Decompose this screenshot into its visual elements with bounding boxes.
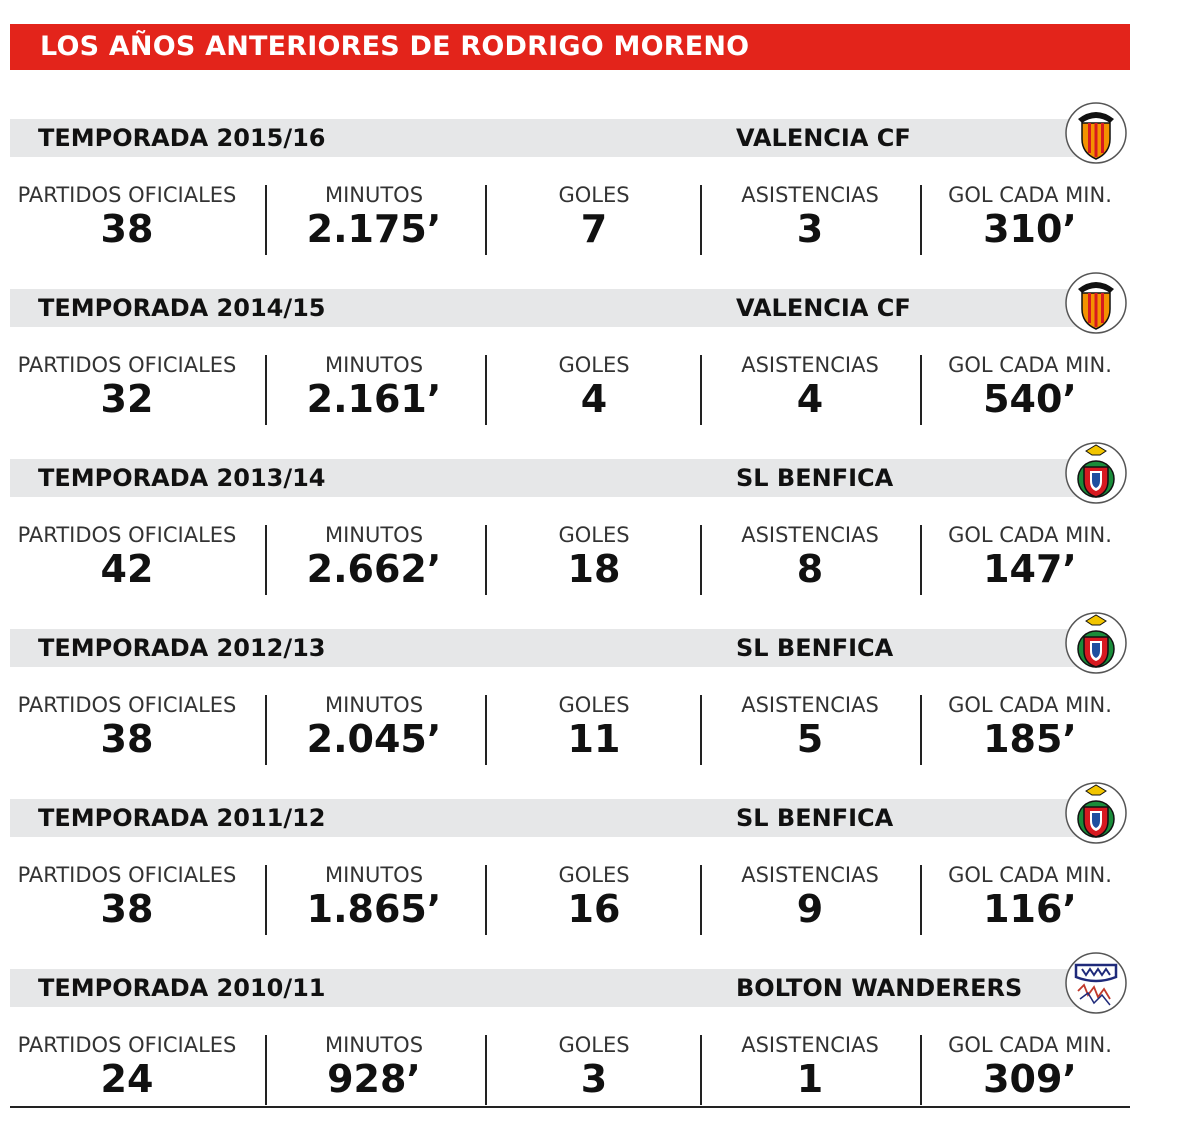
stat-value: 185’	[983, 717, 1077, 761]
stat-gol-cada-min	[900, 1033, 1160, 1101]
column-divider	[700, 695, 702, 765]
stat-value: 310’	[983, 207, 1077, 251]
stat-label: GOL CADA MIN.	[948, 353, 1112, 377]
stat-partidos	[0, 523, 257, 591]
stat-gol-cada-min	[900, 523, 1160, 591]
stat-label: GOLES	[558, 353, 630, 377]
benfica-crest-icon	[1064, 781, 1128, 845]
season-header	[10, 969, 1095, 1007]
column-divider	[920, 525, 922, 595]
stat-label: PARTIDOS OFICIALES	[17, 1033, 237, 1057]
banner-title: LOS AÑOS ANTERIORES DE RODRIGO MORENO	[40, 31, 750, 62]
stat-label: PARTIDOS OFICIALES	[17, 693, 237, 717]
season-header	[10, 289, 1095, 327]
stat-value: 928’	[327, 1057, 421, 1101]
stat-value: 2.045’	[306, 717, 442, 761]
stat-label: ASISTENCIAS	[741, 353, 879, 377]
stat-value: 38	[100, 887, 154, 931]
season-block	[10, 969, 1130, 1139]
stat-label: ASISTENCIAS	[741, 183, 879, 207]
stat-label: GOLES	[558, 863, 630, 887]
stat-label: PARTIDOS OFICIALES	[17, 863, 237, 887]
stat-value: 42	[100, 547, 154, 591]
stat-label: MINUTOS	[324, 863, 424, 887]
stat-value: 4	[580, 377, 608, 421]
column-divider	[265, 355, 267, 425]
column-divider	[920, 355, 922, 425]
season-title: TEMPORADA 2013/14	[38, 464, 326, 492]
team-name: SL BENFICA	[736, 634, 894, 662]
stat-label: PARTIDOS OFICIALES	[17, 523, 237, 547]
column-divider	[265, 185, 267, 255]
stat-label: MINUTOS	[324, 353, 424, 377]
bottom-rule	[10, 1106, 1130, 1108]
column-divider	[700, 525, 702, 595]
stat-value: 2.662’	[306, 547, 442, 591]
season-block	[10, 629, 1130, 799]
benfica-crest-icon	[1064, 611, 1128, 675]
stat-value: 147’	[983, 547, 1077, 591]
title-banner	[10, 24, 1130, 70]
valencia-crest-icon	[1064, 101, 1128, 165]
stat-partidos	[0, 353, 257, 421]
stat-label: ASISTENCIAS	[741, 523, 879, 547]
stat-partidos	[0, 693, 257, 761]
season-header	[10, 459, 1095, 497]
stat-label: MINUTOS	[324, 693, 424, 717]
stat-label: GOL CADA MIN.	[948, 523, 1112, 547]
stat-label: ASISTENCIAS	[741, 1033, 879, 1057]
stat-label: GOL CADA MIN.	[948, 863, 1112, 887]
stat-gol-cada-min	[900, 693, 1160, 761]
column-divider	[485, 1035, 487, 1105]
column-divider	[265, 865, 267, 935]
stat-value: 5	[796, 717, 824, 761]
stat-label: GOLES	[558, 183, 630, 207]
stat-value: 38	[100, 717, 154, 761]
season-title: TEMPORADA 2015/16	[38, 124, 326, 152]
stat-value: 3	[580, 1057, 608, 1101]
team-name: SL BENFICA	[736, 464, 894, 492]
stat-value: 38	[100, 207, 154, 251]
stat-value: 18	[567, 547, 621, 591]
column-divider	[700, 355, 702, 425]
stat-value: 540’	[983, 377, 1077, 421]
stat-value: 1.865’	[306, 887, 442, 931]
column-divider	[700, 185, 702, 255]
bolton-crest-icon	[1064, 951, 1128, 1015]
stat-value: 3	[796, 207, 824, 251]
stat-value: 11	[567, 717, 621, 761]
column-divider	[485, 865, 487, 935]
stat-value: 8	[796, 547, 824, 591]
stat-gol-cada-min	[900, 353, 1160, 421]
season-header	[10, 119, 1095, 157]
stat-label: ASISTENCIAS	[741, 863, 879, 887]
column-divider	[485, 355, 487, 425]
season-title: TEMPORADA 2014/15	[38, 294, 326, 322]
season-block	[10, 459, 1130, 629]
stat-value: 4	[796, 377, 824, 421]
stat-label: ASISTENCIAS	[741, 693, 879, 717]
stat-value: 2.175’	[306, 207, 442, 251]
column-divider	[920, 1035, 922, 1105]
stat-gol-cada-min	[900, 863, 1160, 931]
season-title: TEMPORADA 2011/12	[38, 804, 326, 832]
season-block	[10, 119, 1130, 289]
stat-label: MINUTOS	[324, 523, 424, 547]
stat-gol-cada-min	[900, 183, 1160, 251]
stat-value: 16	[567, 887, 621, 931]
stat-label: GOL CADA MIN.	[948, 693, 1112, 717]
column-divider	[265, 695, 267, 765]
column-divider	[265, 1035, 267, 1105]
season-title: TEMPORADA 2012/13	[38, 634, 326, 662]
stat-label: MINUTOS	[324, 183, 424, 207]
stat-label: PARTIDOS OFICIALES	[17, 353, 237, 377]
stat-partidos	[0, 183, 257, 251]
stat-label: PARTIDOS OFICIALES	[17, 183, 237, 207]
column-divider	[485, 185, 487, 255]
column-divider	[700, 865, 702, 935]
stat-label: GOL CADA MIN.	[948, 1033, 1112, 1057]
stat-partidos	[0, 1033, 257, 1101]
stat-value: 1	[796, 1057, 824, 1101]
column-divider	[485, 525, 487, 595]
stat-label: GOLES	[558, 1033, 630, 1057]
column-divider	[485, 695, 487, 765]
column-divider	[920, 695, 922, 765]
stat-value: 7	[580, 207, 608, 251]
team-name: VALENCIA CF	[736, 294, 911, 322]
column-divider	[700, 1035, 702, 1105]
season-title: TEMPORADA 2010/11	[38, 974, 326, 1002]
column-divider	[265, 525, 267, 595]
stat-label: MINUTOS	[324, 1033, 424, 1057]
column-divider	[920, 865, 922, 935]
valencia-crest-icon	[1064, 271, 1128, 335]
season-block	[10, 289, 1130, 459]
stat-value: 9	[796, 887, 824, 931]
benfica-crest-icon	[1064, 441, 1128, 505]
stat-label: GOL CADA MIN.	[948, 183, 1112, 207]
team-name: BOLTON WANDERERS	[736, 974, 1023, 1002]
season-header	[10, 629, 1095, 667]
stat-value: 32	[100, 377, 154, 421]
stat-value: 309’	[983, 1057, 1077, 1101]
stat-label: GOLES	[558, 523, 630, 547]
season-header	[10, 799, 1095, 837]
stat-label: GOLES	[558, 693, 630, 717]
stat-value: 24	[100, 1057, 154, 1101]
team-name: SL BENFICA	[736, 804, 894, 832]
column-divider	[920, 185, 922, 255]
team-name: VALENCIA CF	[736, 124, 911, 152]
season-block	[10, 799, 1130, 969]
stat-value: 116’	[983, 887, 1077, 931]
stat-partidos	[0, 863, 257, 931]
stat-value: 2.161’	[306, 377, 442, 421]
